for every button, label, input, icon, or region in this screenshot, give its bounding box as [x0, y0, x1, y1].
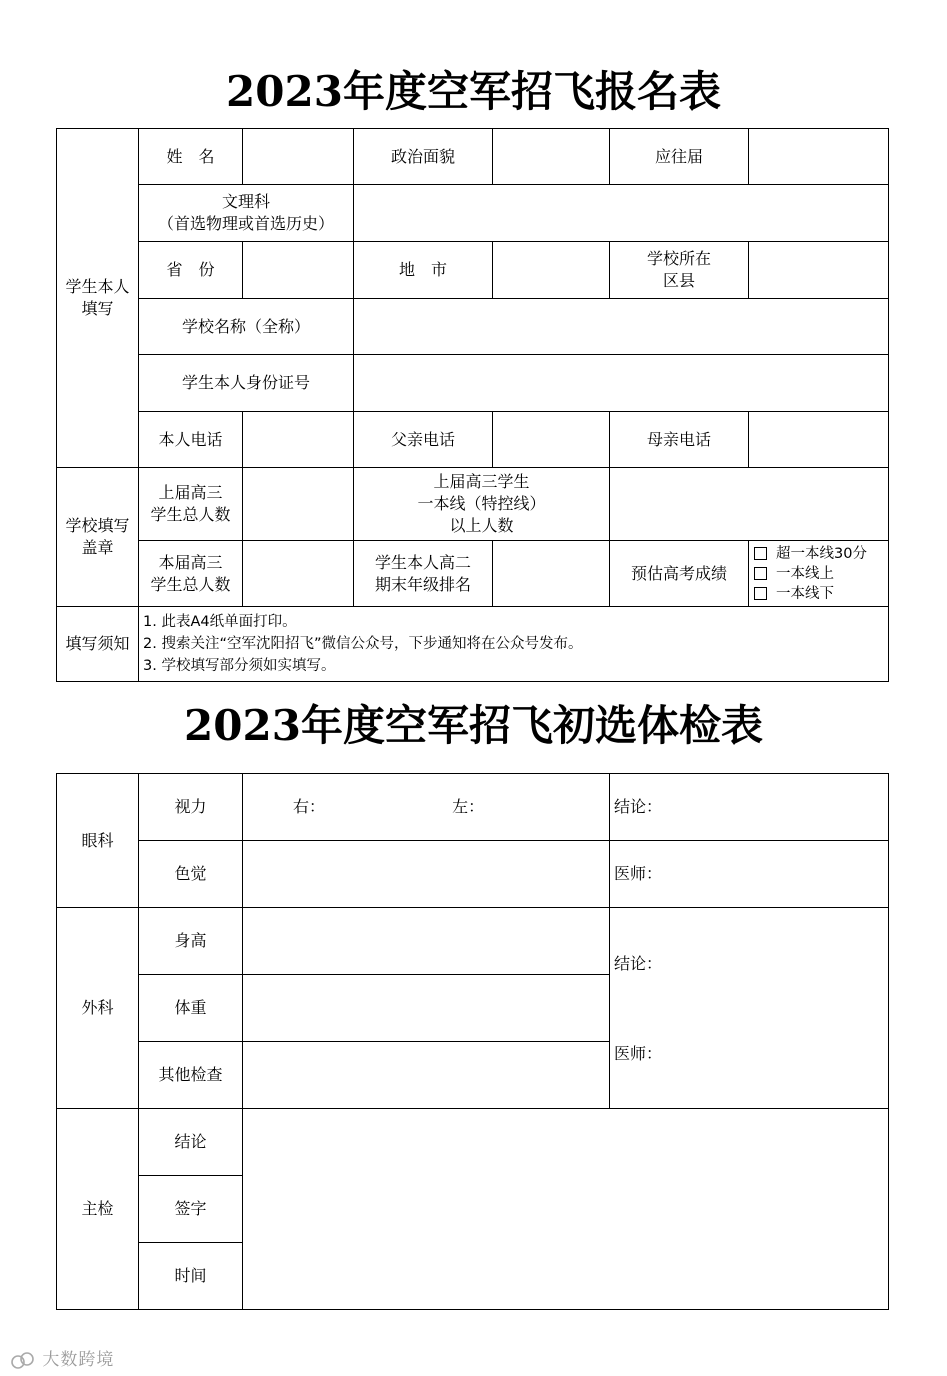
label-this-total: [139, 541, 243, 607]
label-last-total-line2: 学生总人数: [150, 505, 231, 524]
label-city: 地 市: [354, 242, 493, 299]
field-city[interactable]: [493, 242, 610, 299]
label-this-total-line2: 学生总人数: [150, 574, 231, 594]
label-district-line1: 学校所在: [646, 249, 711, 268]
notice-list: [139, 607, 889, 682]
field-id-number[interactable]: [354, 355, 889, 412]
label-last-line: [354, 468, 610, 541]
field-vision[interactable]: [243, 774, 610, 841]
field-rank[interactable]: [493, 541, 610, 607]
notice-item: 2. 搜索关注“空军沈阳招飞”微信公众号，下步通知将在公众号发布。: [143, 636, 583, 652]
score-option-3[interactable]: [749, 584, 888, 604]
score-option-1[interactable]: [749, 544, 888, 564]
label-rank-line2: 期末年级排名: [374, 574, 471, 594]
label-subject-line1: 文理科: [221, 192, 270, 211]
label-province: 省 份: [139, 242, 243, 299]
field-last-total[interactable]: [243, 468, 354, 541]
score-options: [749, 541, 889, 607]
label-subject-line2: （首选物理或首选历史）: [157, 214, 334, 233]
label-time: 时间: [139, 1243, 243, 1310]
label-last-line-line1: 上届高三学生: [433, 472, 530, 491]
eye-conclusion[interactable]: 结论：: [610, 774, 889, 841]
field-height[interactable]: [243, 908, 610, 975]
label-chief-conclusion: 结论: [139, 1109, 243, 1176]
registration-form-title: 2023年度空军招飞报名表: [226, 67, 721, 116]
watermark: [10, 1345, 114, 1370]
field-other[interactable]: [243, 1042, 610, 1109]
score-option-2[interactable]: [749, 564, 888, 584]
checkbox-icon[interactable]: [754, 587, 767, 600]
section-school: 学校填写盖章: [57, 468, 139, 607]
field-subject[interactable]: [354, 185, 889, 242]
field-name[interactable]: [243, 129, 354, 185]
field-mother-phone[interactable]: [749, 412, 889, 468]
label-weight: 体重: [139, 975, 243, 1042]
label-signature: 签字: [139, 1176, 243, 1243]
checkbox-icon[interactable]: [754, 547, 767, 560]
watermark-text: 大数跨境: [42, 1350, 115, 1370]
label-name: 姓 名: [139, 129, 243, 185]
label-id-number: 学生本人身份证号: [139, 355, 354, 412]
score-option-1-label: 超一本线30分: [776, 545, 867, 562]
field-school-name[interactable]: [354, 299, 889, 355]
field-color[interactable]: [243, 841, 610, 908]
section-student: 学生本人填写: [57, 129, 139, 468]
exam-table: [56, 773, 889, 1310]
label-last-total: [139, 468, 243, 541]
registration-table: [56, 128, 889, 682]
field-self-phone[interactable]: [243, 412, 354, 468]
label-last-total-line1: 上届高三: [158, 483, 223, 502]
label-color: 色觉: [139, 841, 243, 908]
label-estimate: 预估高考成绩: [610, 541, 749, 607]
label-political: 政治面貌: [354, 129, 493, 185]
exam-form-title: 2023年度空军招飞初选体检表: [184, 701, 763, 750]
label-vision: 视力: [139, 774, 243, 841]
notice-item: 3. 学校填写部分须如实填写。: [143, 658, 336, 674]
section-notice: 填写须知: [57, 607, 139, 682]
label-height: 身高: [139, 908, 243, 975]
score-option-2-label: 一本线上: [776, 565, 834, 582]
label-last-line-line2: 一本线（特控线）: [417, 494, 546, 513]
section-surgery: 外科: [57, 908, 139, 1109]
section-eye: 眼科: [57, 774, 139, 908]
field-district[interactable]: [749, 242, 889, 299]
notice-item: 1. 此表A4纸单面打印。: [143, 614, 297, 630]
field-weight[interactable]: [243, 975, 610, 1042]
label-grad-type: 应往届: [610, 129, 749, 185]
label-father-phone: 父亲电话: [354, 412, 493, 468]
score-option-3-label: 一本线下: [776, 585, 834, 602]
field-political[interactable]: [493, 129, 610, 185]
label-mother-phone: 母亲电话: [610, 412, 749, 468]
eye-doctor[interactable]: 医师：: [610, 841, 889, 908]
label-this-total-line1: 本届高三: [158, 552, 223, 572]
label-subject: [139, 185, 354, 242]
field-grad-type[interactable]: [749, 129, 889, 185]
label-vision-left: 左：: [452, 797, 485, 816]
surgery-conclusion: 结论：: [614, 954, 663, 973]
surgery-doctor: 医师：: [614, 1044, 663, 1063]
label-self-phone: 本人电话: [139, 412, 243, 468]
label-last-line-line3: 以上人数: [449, 516, 514, 535]
watermark-logo-icon: [10, 1350, 36, 1370]
label-other: 其他检查: [139, 1042, 243, 1109]
field-father-phone[interactable]: [493, 412, 610, 468]
label-district-line2: 区县: [662, 271, 695, 290]
label-vision-right: 右：: [293, 797, 326, 816]
field-this-total[interactable]: [243, 541, 354, 607]
label-rank-line1: 学生本人高二: [374, 552, 471, 572]
field-province[interactable]: [243, 242, 354, 299]
surgery-result[interactable]: [610, 908, 889, 1109]
section-chief: 主检: [57, 1109, 139, 1310]
checkbox-icon[interactable]: [754, 567, 767, 580]
label-district: [610, 242, 749, 299]
field-chief[interactable]: [243, 1109, 889, 1310]
label-school-name: 学校名称（全称）: [139, 299, 354, 355]
label-rank: [354, 541, 493, 607]
field-last-line[interactable]: [610, 468, 889, 541]
